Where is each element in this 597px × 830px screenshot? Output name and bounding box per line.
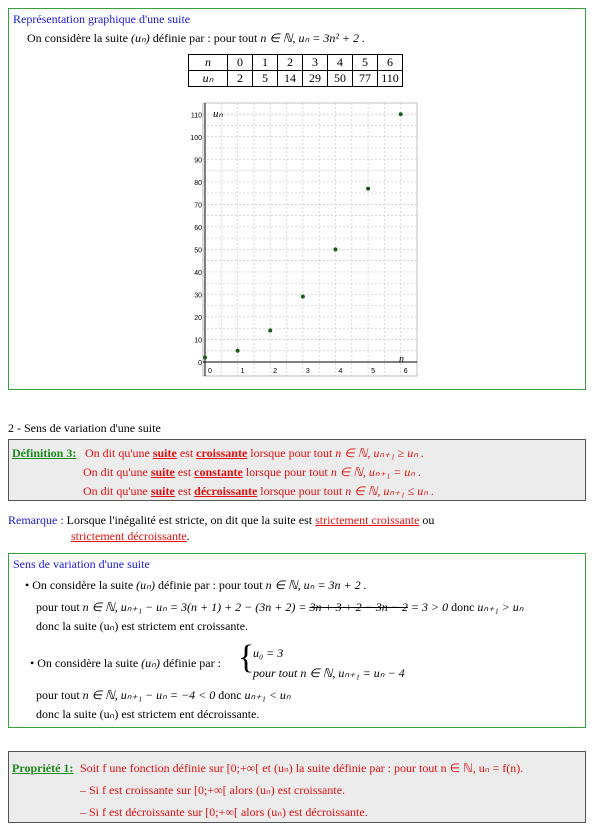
def-text: est bbox=[174, 465, 195, 479]
remark-line2 bbox=[71, 529, 190, 544]
data-point bbox=[333, 247, 337, 251]
def-text: On dit qu'une bbox=[83, 465, 151, 479]
example2-computation bbox=[36, 688, 291, 703]
chart-frame bbox=[203, 103, 417, 376]
table-cell: 3 bbox=[303, 55, 328, 71]
x-tick-label: 6 bbox=[403, 368, 408, 375]
def-text: lorsque pour tout bbox=[242, 465, 331, 479]
def-text: lorsque pour tout bbox=[257, 484, 346, 498]
def-text: On dit qu'une bbox=[85, 446, 153, 460]
def-text: lorsque pour tout bbox=[247, 446, 336, 460]
data-point bbox=[366, 187, 370, 191]
intro-text-a: On considère la suite bbox=[27, 31, 131, 45]
x-tick-label: 2 bbox=[273, 368, 278, 375]
example2-system-line2: pour tout n ∈ ℕ, uₙ₊₁ = uₙ − 4 bbox=[253, 666, 405, 680]
property-line3: – Si f est décroissante sur [0;+∞[ alors (uₙ) est décroissante. bbox=[80, 805, 368, 819]
example2-system-line1: u₀ = 3 bbox=[253, 646, 284, 660]
table-cell: 5 bbox=[253, 71, 278, 87]
table-cell: 2 bbox=[278, 55, 303, 71]
values-table bbox=[188, 54, 403, 87]
property-line2: – Si f est croissante sur [0;+∞[ alors (uₙ) est croissante. bbox=[80, 783, 346, 797]
def-croissante-keyword: croissante bbox=[196, 446, 248, 460]
def-formula: n ∈ ℕ, uₙ₊₁ ≤ uₙ . bbox=[345, 484, 434, 498]
y-tick-label: 20 bbox=[194, 314, 202, 322]
ex2-seq: (uₙ) bbox=[141, 656, 160, 670]
y-tick-label: 40 bbox=[194, 269, 202, 277]
y-tick-label: 60 bbox=[194, 224, 202, 232]
y-tick-label: 80 bbox=[194, 179, 202, 187]
table-cell: 77 bbox=[353, 71, 378, 87]
y-tick-label: 110 bbox=[190, 112, 202, 120]
table-cell: 5 bbox=[353, 55, 378, 71]
ex2-text: définie par : bbox=[159, 656, 221, 670]
def-formula: n ∈ ℕ, uₙ₊₁ ≥ uₙ . bbox=[335, 446, 424, 460]
section-representation-title: Représentation graphique d'une suite bbox=[13, 12, 191, 26]
y-axis-label: uₙ bbox=[213, 108, 223, 120]
ex2-text: • On considère la suite bbox=[30, 656, 142, 670]
ex1-seq: (uₙ) bbox=[136, 578, 155, 592]
y-tick-label: 0 bbox=[198, 360, 202, 367]
remark-text: . bbox=[186, 529, 190, 543]
y-tick-label: 10 bbox=[194, 337, 202, 345]
remark-keyword-strict-croissante: strictement croissante bbox=[315, 513, 420, 527]
example2-conclusion: donc la suite (uₙ) est strictem ent décroissante. bbox=[36, 707, 260, 721]
def-suite-keyword: suite bbox=[150, 465, 175, 479]
intro-seq: (uₙ) bbox=[130, 31, 150, 45]
x-tick-label: 5 bbox=[371, 368, 375, 375]
y-tick-label: 70 bbox=[194, 202, 202, 210]
y-tick-label: 100 bbox=[190, 134, 202, 142]
sens-variation-title: Sens de variation d'une suite bbox=[13, 557, 150, 571]
def-text: On dit qu'une bbox=[83, 484, 151, 498]
table-cell: 1 bbox=[253, 55, 278, 71]
remark-line1 bbox=[8, 513, 434, 528]
remark-text: Lorsque l'inégalité est stricte, on dit que la suite est bbox=[63, 513, 316, 527]
ex1-struck-terms: 3n + 3 + 2 − 3n − 2 bbox=[309, 600, 408, 614]
table-cell: 14 bbox=[278, 71, 303, 87]
ex1-text: • On considère la suite bbox=[25, 578, 137, 592]
table-header-n: n bbox=[189, 55, 228, 71]
table-cell: 50 bbox=[328, 71, 353, 87]
intro-formula: n ∈ ℕ, uₙ = 3n² + 2 . bbox=[260, 31, 366, 45]
definition-line-croissante bbox=[85, 446, 424, 461]
ex2-donc: donc bbox=[215, 688, 245, 702]
ex1-result: = 3 > 0 bbox=[407, 600, 449, 614]
x-tick-label: 4 bbox=[338, 368, 343, 375]
data-point bbox=[203, 355, 207, 359]
property-line1: Soit f une fonction définie sur [0;+∞[ et (uₙ) la suite définie par : pour tout n ∈ ℕ, uₙ = f(n). bbox=[80, 761, 524, 775]
property-label: Propriété 1: bbox=[12, 761, 74, 775]
data-point bbox=[399, 112, 403, 116]
ex1-text: définie par : pour tout bbox=[154, 578, 266, 592]
ex1-donc: donc bbox=[448, 600, 478, 614]
example1-computation bbox=[36, 600, 524, 615]
def-suite-keyword: suite bbox=[150, 484, 175, 498]
table-cell: 110 bbox=[378, 71, 403, 87]
sequence-scatter-chart bbox=[185, 97, 420, 382]
ex2-computation-formula: n ∈ ℕ, uₙ₊₁ − uₙ = −4 < 0 bbox=[82, 688, 216, 702]
def-suite-keyword: suite bbox=[152, 446, 177, 460]
example2-statement bbox=[30, 656, 221, 671]
ex1-computation-formula: n ∈ ℕ, uₙ₊₁ − uₙ = 3(n + 1) + 2 − (3n + 2) = bbox=[82, 600, 310, 614]
ex2-text: pour tout bbox=[36, 688, 83, 702]
def-text: est bbox=[176, 446, 197, 460]
table-cell: 0 bbox=[228, 55, 253, 71]
y-tick-label: 90 bbox=[194, 157, 202, 165]
x-tick-label: 1 bbox=[240, 368, 245, 375]
y-tick-label: 30 bbox=[194, 292, 202, 300]
def-text: est bbox=[174, 484, 195, 498]
def-decroissante-keyword: décroissante bbox=[194, 484, 258, 498]
ex2-conclusion-formula: uₙ₊₁ < uₙ bbox=[244, 688, 291, 702]
example1-statement bbox=[25, 578, 367, 593]
x-axis-label: n bbox=[399, 354, 404, 365]
definition-label: Définition 3: bbox=[12, 446, 77, 460]
table-row-n bbox=[189, 55, 403, 71]
x-tick-label: 0 bbox=[208, 368, 212, 375]
section-heading-variation: 2 - Sens de variation d'une suite bbox=[8, 421, 161, 435]
example2-brace: { bbox=[238, 639, 255, 676]
definition-line-decroissante bbox=[83, 484, 434, 499]
table-cell: 4 bbox=[328, 55, 353, 71]
definition-line-constante bbox=[83, 465, 421, 480]
def-constante-keyword: constante bbox=[194, 465, 243, 479]
intro-text-b: définie par : pour tout bbox=[149, 31, 261, 45]
intro-sentence bbox=[27, 31, 365, 46]
ex1-text: pour tout bbox=[36, 600, 83, 614]
data-point bbox=[268, 328, 272, 332]
table-cell: 2 bbox=[228, 71, 253, 87]
def-formula: n ∈ ℕ, uₙ₊₁ = uₙ . bbox=[330, 465, 422, 479]
table-row-u bbox=[189, 71, 403, 87]
table-cell: 29 bbox=[303, 71, 328, 87]
y-tick-label: 50 bbox=[194, 247, 202, 255]
table-header-u: uₙ bbox=[189, 71, 228, 87]
remark-text: ou bbox=[419, 513, 435, 527]
example1-conclusion: donc la suite (uₙ) est strictem ent croissante. bbox=[36, 619, 249, 633]
data-point bbox=[301, 295, 305, 299]
remark-keyword-strict-decroissante: strictement décroissante bbox=[71, 529, 187, 543]
ex1-conclusion-formula: uₙ₊₁ > uₙ bbox=[477, 600, 524, 614]
remark-label: Remarque : bbox=[8, 513, 64, 527]
table-cell: 6 bbox=[378, 55, 403, 71]
ex1-formula: n ∈ ℕ, uₙ = 3n + 2 . bbox=[265, 578, 367, 592]
data-point bbox=[236, 349, 240, 353]
x-tick-label: 3 bbox=[305, 368, 310, 375]
